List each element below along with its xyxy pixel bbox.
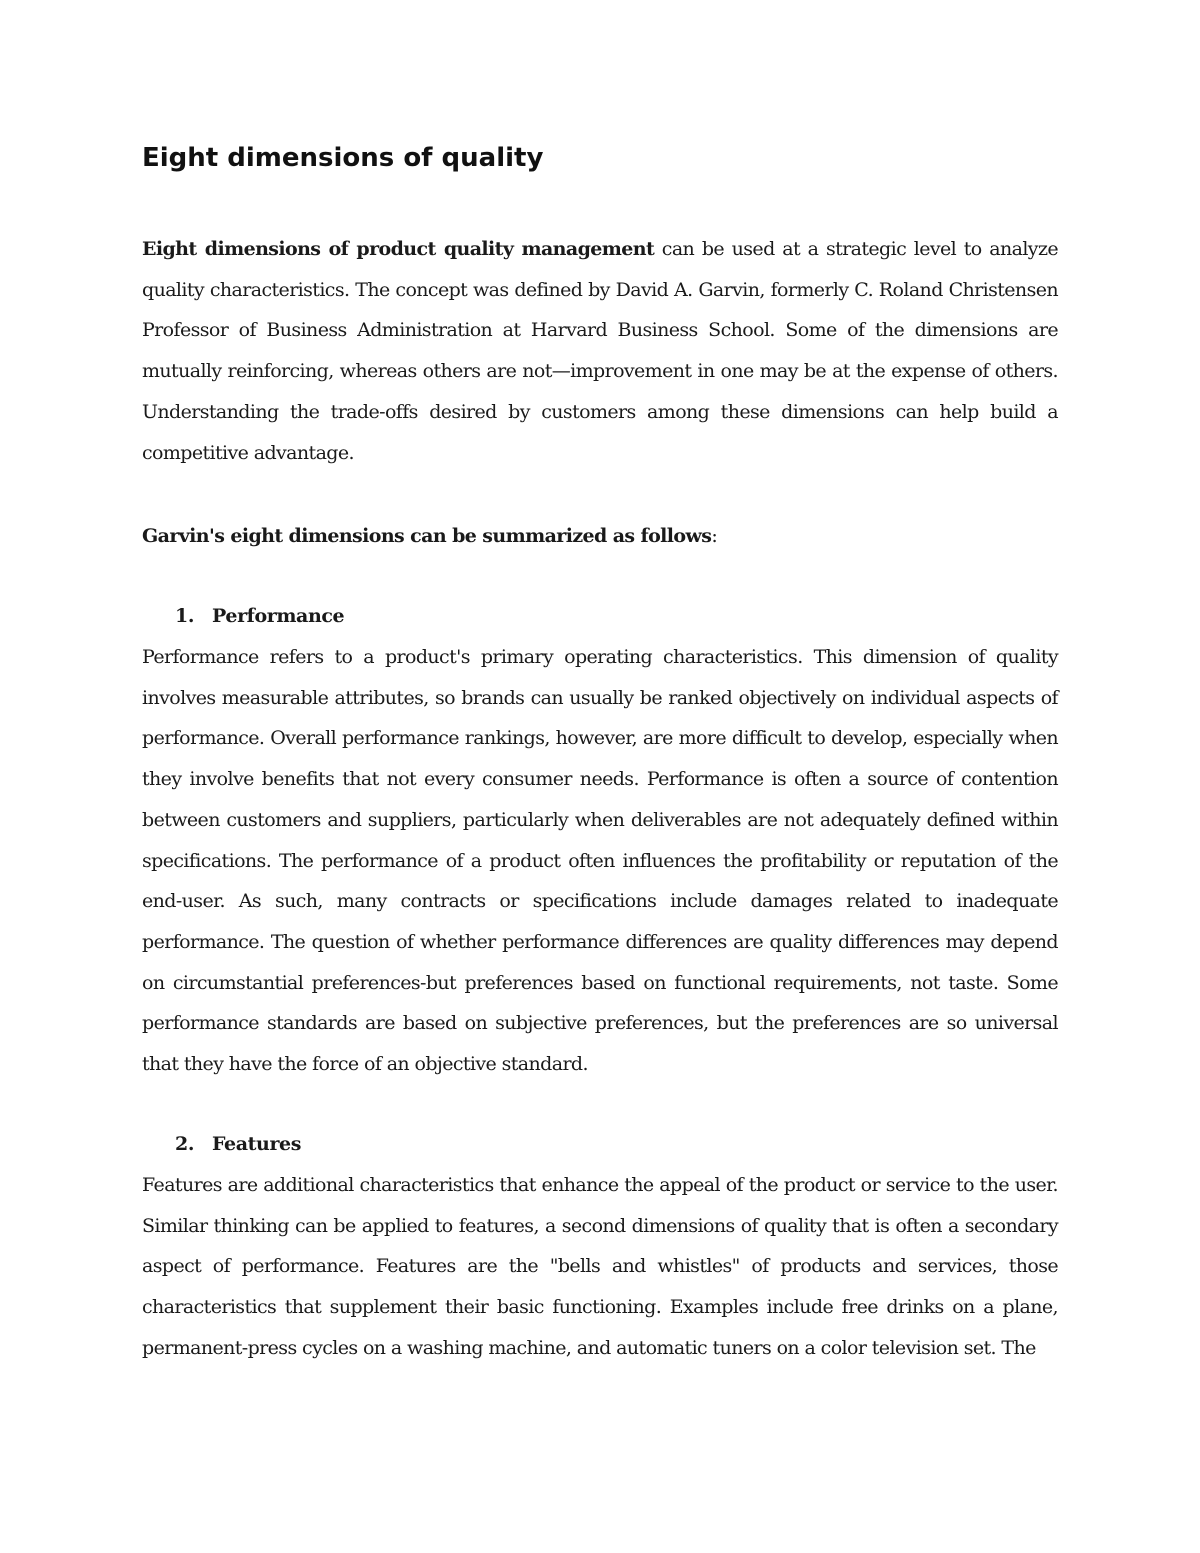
- section-heading-label: Features: [212, 1133, 302, 1155]
- section-number: 2.: [175, 1133, 195, 1155]
- intro-paragraph: [142, 229, 1058, 473]
- summary-line: [142, 518, 717, 554]
- section-body-features: Features are additional characteristics that enhance the appeal of the product or service to the user. Similar thinking can be applied to features, a second dimensions of quality that is often a secondary aspect of performance. Features are the "bells and whistles" of products and services, those characteristics that supplement their basic functioning. Examples include free drinks on a plane, permanent-press cycles on a washing machine, and automatic tuners on a color television set. The: [142, 1174, 1058, 1359]
- intro-lead-bold: Eight dimensions of product quality management: [142, 238, 655, 260]
- summary-lead-bold: Garvin's eight dimensions can be summarized as follows: [142, 525, 712, 547]
- section-heading-label: Performance: [212, 605, 345, 627]
- section-body-performance: Performance refers to a product's primary operating characteristics. This dimension of quality involves measurable attributes, so brands can usually be ranked objectively on individual aspects of performance. Overall performance rankings, however, are more difficult to develop, especially when they involve benefits that not every consumer needs. Performance is often a source of contention between customers and suppliers, particularly when deliverables are not adequately defined within specifications. The performance of a product often influences the profitability or reputation of the end-user. As such, many contracts or specifications include damages related to inadequate performance. The question of whether performance differences are quality differences may depend on circumstantial preferences-but preferences based on functional requirements, not taste. Some performance standards are based on subjective preferences, but the preferences are so universal that they have the force of an objective standard.: [142, 646, 1058, 1076]
- section-number: 1.: [175, 605, 195, 627]
- intro-text: can be used at a strategic level to analyze quality characteristics. The concept was defined by David A. Garvin, formerly C. Roland Christensen Professor of Business Administration at Harvard Business School. Some of the dimensions are mutually reinforcing, whereas others are not—improvement in one may be at the expense of others. Understanding the trade-offs desired by customers among these dimensions can help build a competitive advantage.: [142, 238, 1058, 464]
- document-title: Eight dimensions of quality: [142, 143, 544, 173]
- section-heading-features: [175, 1126, 301, 1162]
- section-heading-performance: [175, 598, 344, 634]
- summary-colon: :: [711, 525, 718, 547]
